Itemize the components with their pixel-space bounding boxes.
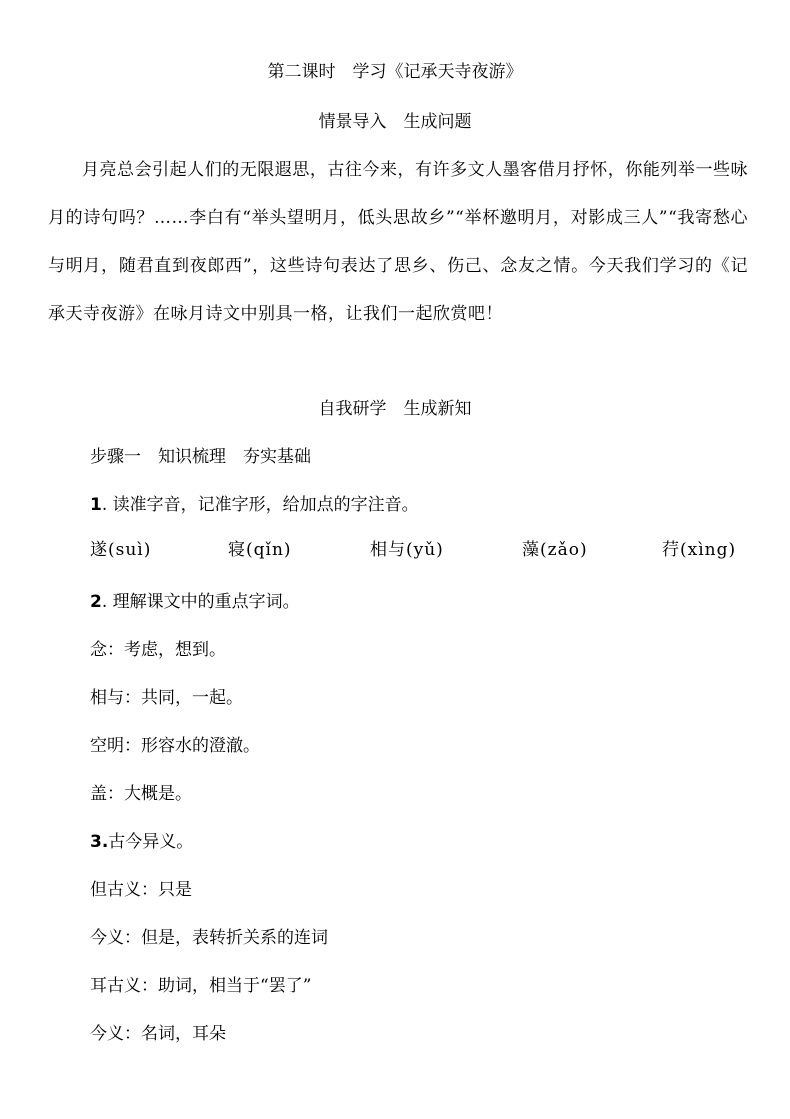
section-title-study: 自我研学 生成新知 xyxy=(318,399,472,419)
question-two xyxy=(90,590,300,614)
lesson-title: 第二课时 学习《记承天寺夜游》 xyxy=(267,62,523,82)
intro-paragraph: 月亮总会引起人们的无限遐思，古往今来，有许多文人墨客借月抒怀，你能列举一些咏月的诗句吗？……李白有“举头望明月，低头思故乡”“举杯邀明月，对影成三人”“我寄愁心与明月，随君直到夜郎西”，这些诗句表达了思乡、伤己、念友之情。今天我们学习的《记承天寺夜游》在咏月诗文中别具一格，让我们一起欣赏吧！ xyxy=(48,160,748,324)
question-three xyxy=(90,830,193,854)
word-item: 念：考虑，想到。 xyxy=(90,640,226,660)
step-one-heading: 步骤一 知识梳理 夯实基础 xyxy=(90,447,311,467)
section-title-intro: 情景导入 生成问题 xyxy=(318,112,472,132)
question-two-number: 2 xyxy=(90,592,102,612)
pinyin-item-sui: 遂(suì) xyxy=(90,540,152,560)
question-three-number: 3. xyxy=(90,832,109,852)
pinyin-item-yu: 相与(yǔ) xyxy=(370,540,444,560)
question-one-text: . 读准字音，记准字形，给加点的字注音。 xyxy=(101,495,419,515)
word-item: 盖：大概是。 xyxy=(90,784,192,804)
gujin-item: 但古义：只是 xyxy=(90,880,192,900)
question-one-number: 1 xyxy=(90,495,102,515)
gujin-item: 耳古义：助词，相当于“罢了” xyxy=(90,976,312,996)
pinyin-row xyxy=(0,538,790,566)
word-item: 空明：形容水的澄澈。 xyxy=(90,736,260,756)
pinyin-item-qin: 寝(qǐn) xyxy=(228,540,292,560)
gujin-item: 今义：但是，表转折关系的连词 xyxy=(90,928,328,948)
question-three-text: 古今异义。 xyxy=(108,832,194,852)
word-item: 相与：共同，一起。 xyxy=(90,688,243,708)
gujin-item: 今义：名词，耳朵 xyxy=(90,1024,226,1044)
question-one xyxy=(90,493,419,517)
pinyin-item-xing: 荇(xìng) xyxy=(662,540,737,560)
pinyin-item-zao: 藻(zǎo) xyxy=(522,540,588,560)
question-two-text: . 理解课文中的重点字词。 xyxy=(101,592,300,612)
